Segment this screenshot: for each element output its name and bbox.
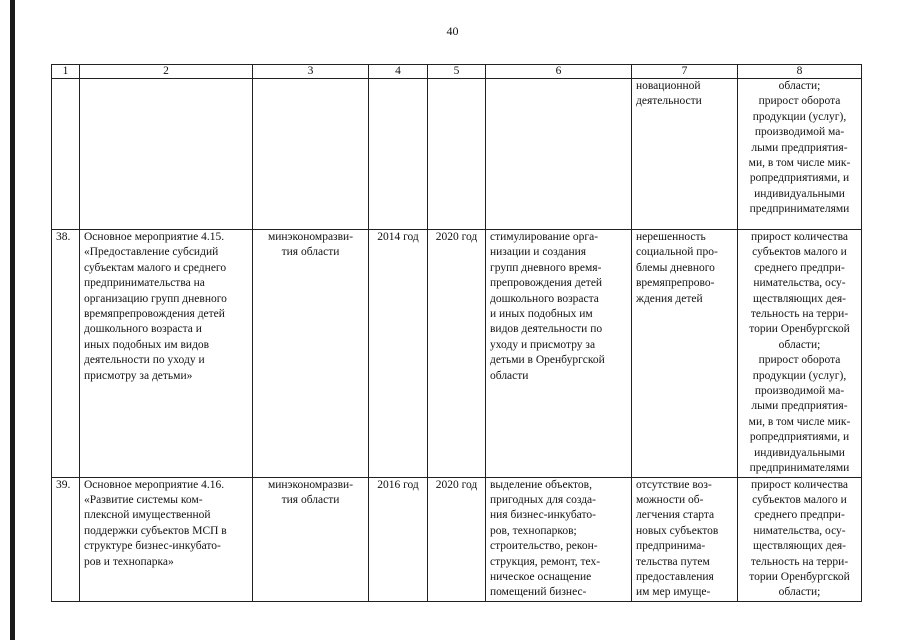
cell-text: 38. [56,231,71,243]
cell-line: минэкономразви- [267,478,354,491]
cell-line: нерешенность [636,231,706,243]
cell-line: блемы дневного [636,261,715,274]
cell-line: лыми предприятия- [751,141,848,154]
header-cell: 7 [632,65,738,79]
cell-line: нимательства, осу- [753,277,846,290]
event-cell [80,79,253,230]
cell-line: ров, технопарков; [490,524,577,537]
executor-cell [253,230,369,478]
cell-line: тельность на терри- [750,308,849,321]
cell-line: предпринима- [636,540,706,553]
cell-line: деятельности [636,95,702,108]
consequences-cell [632,230,738,478]
cell-line: уходу и присмотру за [490,338,596,351]
cell-line: организацию групп дневного [84,292,227,305]
cell-line: субъектам малого и среднего [84,261,227,274]
header-cell: 4 [369,65,428,79]
cell-line: и иных подобных им [490,308,593,321]
cell-line: препровождения детей [490,277,603,290]
cell-line: индивидуальными [754,446,845,459]
indicators-cell [738,477,862,601]
cell-line: области; [778,586,821,599]
cell-line: тия области [281,246,340,259]
indicators-cell [738,230,862,478]
event-cell [80,477,253,601]
cell-line: дошкольного возраста [490,292,599,305]
cell-line: прирост количества [750,478,849,491]
cell-line: области; [778,80,821,92]
cell-line: продукции (услуг), [752,369,847,382]
header-cell: 8 [738,65,862,79]
cell-line: предоставления [636,570,714,583]
program-table [51,64,862,602]
cell-line: ническое оснащение [490,570,592,583]
cell-line: детьми в Оренбургской [490,354,605,367]
cell-line: среднего предпри- [754,261,845,274]
cell-line: предпринимательства на [84,277,205,290]
start-year-cell [369,477,428,601]
cell-line: нимательства, осу- [753,524,846,537]
event-cell [80,230,253,478]
row-number-cell [52,477,80,601]
cell-line: тельства путем [636,555,710,568]
cell-line: структуре бизнес-инкубато- [84,540,221,553]
consequences-cell [632,79,738,230]
header-row [52,65,862,79]
cell-line: ми, в том числе мик- [748,157,851,170]
cell-line: им мер имуще- [636,586,711,599]
table-row [52,477,862,601]
cell-line: новых субъектов [636,524,719,537]
header-cell: 6 [486,65,632,79]
cell-line: пригодных для созда- [490,493,596,506]
cell-text: 2020 год [435,478,478,491]
executor-cell [253,477,369,601]
cell-line: видов деятельности по [490,323,603,336]
executor-cell [253,79,369,230]
cell-line: индивидуальными [754,187,845,200]
expected-result-cell [486,230,632,478]
cell-line: Основное мероприятие 4.16. [84,478,225,491]
cell-line: деятельности по уходу и [84,354,205,367]
cell-text: 2016 год [377,478,419,491]
cell-line: социальной про- [636,246,718,259]
cell-line: стимулирование орга- [490,231,599,243]
header-cell: 3 [253,65,369,79]
cell-line: субъектов малого и [752,493,847,506]
cell-line: области [490,369,529,382]
cell-line: времяпрепрово- [636,277,715,290]
expected-result-cell [486,79,632,230]
cell-line: субъектов малого и [752,246,847,259]
cell-line: новационной [636,80,701,92]
cell-line: области; [778,338,821,351]
indicators-cell [738,79,862,230]
cell-line: среднего предпри- [754,509,845,522]
cell-line: ждения детей [636,292,703,305]
cell-line: помещений бизнес- [490,586,587,599]
cell-line: поддержки субъектов МСП в [84,524,227,537]
cell-text: 2020 год [435,231,478,243]
cell-line: времяпрепровождения детей [84,308,225,321]
row-number-cell [52,79,80,230]
cell-line: тории Оренбургской [749,570,850,583]
cell-line: прирост оборота [758,95,841,108]
cell-line: продукции (услуг), [752,110,847,123]
cell-line: производимой ма- [754,126,845,139]
cell-line: строительство, рекон- [490,540,598,553]
cell-line: тории Оренбургской [749,323,850,336]
end-year-cell [428,477,486,601]
cell-line: ропредприятиями, и [749,172,850,185]
cell-line: Основное мероприятие 4.15. [84,231,225,243]
cell-line: легчения старта [636,509,715,522]
scan-edge-bar [10,0,15,640]
cell-line: предпринимателями [749,203,850,216]
cell-text: 2014 год [377,231,419,243]
cell-line: «Предоставление субсидий [84,246,219,259]
cell-line: предпринимателями [749,462,850,475]
cell-line: ществляющих дея- [753,540,846,553]
cell-line: ми, в том числе мик- [748,415,851,428]
cell-line: «Развитие системы ком- [84,493,203,506]
cell-line: плексной имущественной [84,509,211,522]
cell-line: струкция, ремонт, тех- [490,555,601,568]
cell-line: ния бизнес-инкубато- [490,509,596,522]
cell-line: выделение объектов, [490,478,592,491]
cell-line: ществляющих дея- [753,292,846,305]
cell-line: присмотру за детьми» [84,369,193,382]
cell-line: отсутствие воз- [636,478,712,491]
cell-line: ропредприятиями, и [749,431,850,444]
cell-line: производимой ма- [754,385,845,398]
cell-line: прирост оборота [758,354,841,367]
cell-line: тельность на терри- [750,555,849,568]
end-year-cell [428,79,486,230]
header-cell: 2 [80,65,253,79]
table-row [52,230,862,478]
cell-text: 39. [56,478,71,491]
start-year-cell [369,230,428,478]
cell-line: дошкольного возраста и [84,323,202,336]
cell-line: минэкономразви- [267,231,354,243]
table-row [52,79,862,230]
end-year-cell [428,230,486,478]
cell-line: низации и создания [490,246,587,259]
cell-line: иных подобных им видов [84,338,210,351]
page-number: 40 [446,24,459,38]
cell-line: лыми предприятия- [751,400,848,413]
header-cell: 5 [428,65,486,79]
cell-line: можности об- [636,493,704,506]
start-year-cell [369,79,428,230]
cell-line: ров и технопарка» [84,555,174,568]
cell-line: тия области [281,493,340,506]
expected-result-cell [486,477,632,601]
header-cell: 1 [52,65,80,79]
cell-line: прирост количества [750,231,849,243]
cell-line: групп дневного время- [490,261,602,274]
row-number-cell [52,230,80,478]
consequences-cell [632,477,738,601]
